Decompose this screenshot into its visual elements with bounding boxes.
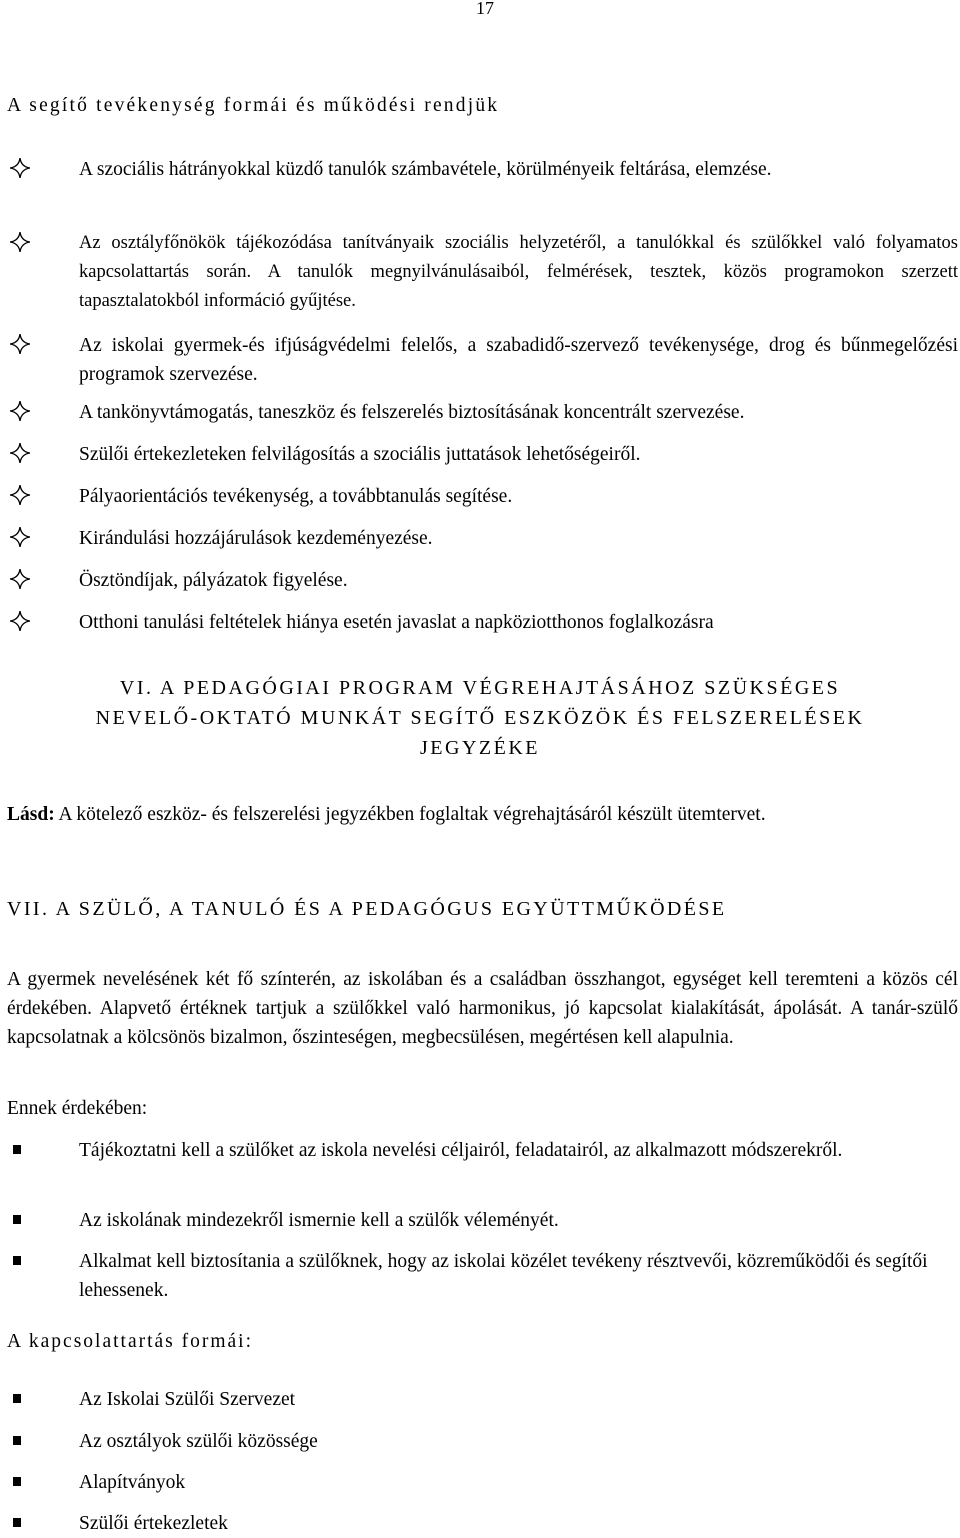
section-heading-vi-line2: NEVELŐ-OKTATÓ MUNKÁT SEGÍTŐ ESZKÖZÖK ÉS FELSZERELÉSEK — [95, 707, 865, 729]
square-bullet-icon — [7, 1385, 37, 1414]
list-item-text-part2: A tanulók megnyilvánulásaiból, felmérések, tesztek, közös programokon szerzett tapasztalatokból információ gyűjtése. — [79, 262, 959, 311]
list-item-text: Szülői értekezletek — [79, 1513, 228, 1534]
list-item-text: Az osztályok szülői közössége — [79, 1431, 318, 1452]
page-number: 17 — [476, 0, 494, 18]
square-bullet-icon — [7, 1206, 37, 1235]
list-item-text: A tankönyvtámogatás, taneszköz és felszerelés biztosításának koncentrált szervezése. — [79, 402, 745, 423]
square-bullet-icon — [7, 1247, 37, 1276]
list-item-text: Szülői értekezleteken felvilágosítás a szociális juttatások lehetőségeiről. — [79, 444, 641, 465]
list-item-text: Tájékoztatni kell a szülőket az iskola nevelési céljairól, feladatairól, az alkalmazott módszerekről. — [79, 1140, 843, 1161]
list-item-text: Ösztöndíjak, pályázatok figyelése. — [79, 570, 348, 591]
list-item-text-part1: Az osztályfőnökök tájékozódása tanítványaik szociális helyzetéről, a tanulókkal és szülőkkel való folyamatos kapcsolattartás során. — [79, 233, 958, 282]
four-point-star-icon — [7, 331, 37, 360]
list-item-text: Az Iskolai Szülői Szervezet — [79, 1389, 296, 1410]
reference-text: A kötelező eszköz- és felszerelési jegyzékben foglaltak végrehajtásáról készült ütemtervet. — [54, 804, 766, 825]
four-point-star-icon — [7, 398, 37, 427]
list-item-text — [79, 229, 958, 316]
four-point-star-icon — [7, 482, 37, 511]
four-point-star-icon — [7, 155, 37, 184]
four-point-star-icon — [7, 524, 37, 553]
square-bullet-icon — [7, 1427, 37, 1456]
list-item-text: Otthoni tanulási feltételek hiánya esetén javaslat a napköziotthonos foglalkozásra — [79, 612, 714, 633]
list-item-text: Alkalmat kell biztosítania a szülőknek, hogy az iskolai közélet tevékeny résztvevői, közreműködői és segítői lehessenek. — [79, 1251, 928, 1301]
four-point-star-icon — [7, 229, 37, 258]
sub-label: Ennek érdekében: — [7, 1098, 148, 1119]
four-point-star-icon — [7, 566, 37, 595]
four-point-star-icon — [7, 440, 37, 469]
section-heading-vi-line1: VI. A PEDAGÓGIAI PROGRAM VÉGREHAJTÁSÁHOZ SZÜKSÉGES — [119, 677, 841, 699]
list-item-text: Az iskolának mindezekről ismernie kell a szülők véleményét. — [79, 1210, 559, 1231]
section-heading-vii: VII. A SZÜLŐ, A TANULÓ ÉS A PEDAGÓGUS EGYÜTTMŰKÖDÉSE — [7, 898, 727, 920]
section-heading-vi-line3: JEGYZÉKE — [420, 737, 540, 759]
square-bullet-icon — [7, 1509, 37, 1538]
list-item-text: A szociális hátrányokkal küzdő tanulók számbavétele, körülményeik feltárása, elemzése. — [79, 159, 772, 180]
list-item-text: Pályaorientációs tevékenység, a továbbtanulás segítése. — [79, 486, 513, 507]
section-heading-support-forms: A segítő tevékenység formái és működési rendjük — [7, 95, 500, 116]
list-item-text: Kirándulási hozzájárulások kezdeményezése. — [79, 528, 433, 549]
section-vi-reference-paragraph — [7, 800, 958, 829]
square-bullet-icon — [7, 1468, 37, 1497]
section-vii-paragraph: A gyermek nevelésének két fő színterén, az iskolában és a családban összhangot, egységet kell teremteni a közös cél érdekében. Alapvető értéknek tartjuk a szülőkkel való harmonikus, jó kapcsolat kialakítását, ápolását. A tanár-szülő kapcsolatnak a kölcsönös bizalmon, őszinteségen, megbecsülésen, megértésen kell alapulnia. — [7, 969, 958, 1048]
square-bullet-icon — [7, 1136, 37, 1165]
four-point-star-icon — [7, 608, 37, 637]
list-item-text: Alapítványok — [79, 1472, 186, 1493]
contact-forms-heading: A kapcsolattartás formái: — [7, 1331, 254, 1352]
list-item-text: Az iskolai gyermek-és ifjúságvédelmi felelős, a szabadidő-szervező tevékenysége, drog és bűnmegelőzési programok szervezése. — [79, 335, 958, 385]
reference-label: Lásd: — [7, 804, 55, 825]
